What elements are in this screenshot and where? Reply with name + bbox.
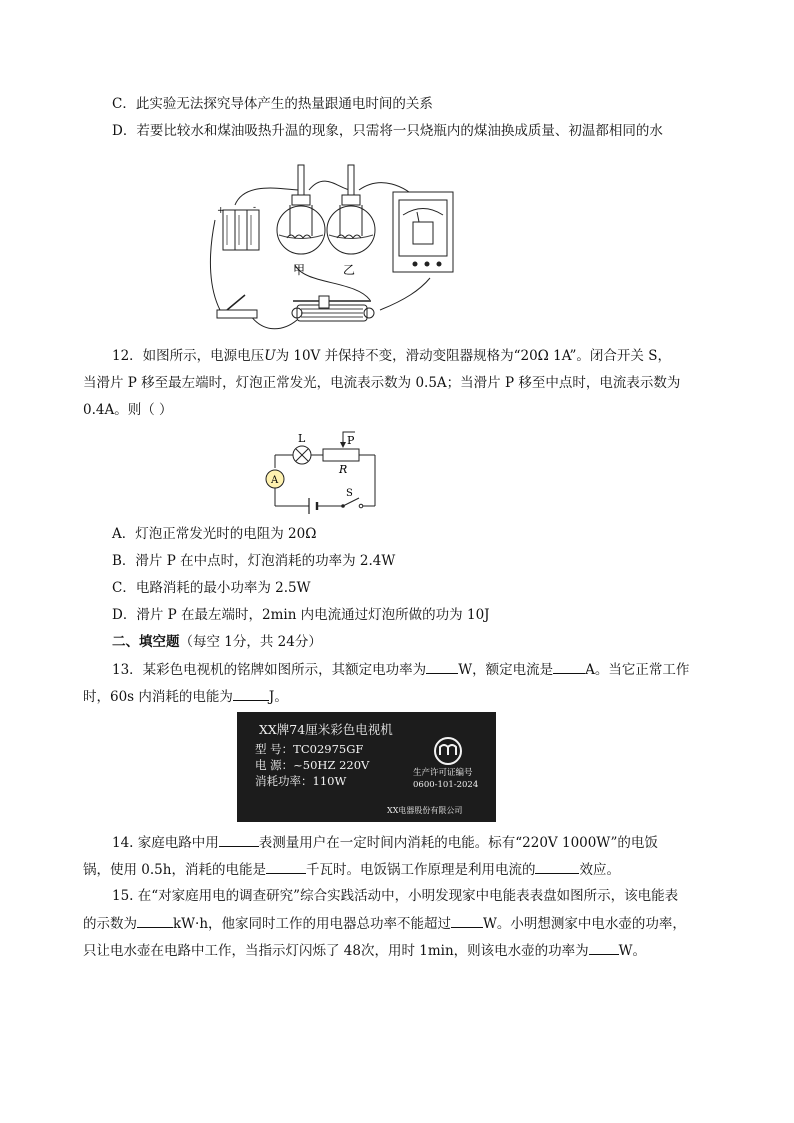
nameplate-consumption-value: 110W — [312, 774, 347, 788]
q13-stem-2b: J。 — [268, 689, 288, 705]
q15-stem-line-1: 15. 在“对家庭用电的调查研究”综合实践活动中，小明发现家中电能表表盘如图所示，该电能表 — [112, 888, 679, 904]
label-yi: 乙 — [343, 263, 356, 277]
q14-stem-line-2 — [83, 859, 620, 880]
ammeter-label: A — [271, 475, 279, 486]
meter-icon — [393, 192, 453, 272]
nameplate-power-source-label: 电 源： — [255, 758, 294, 772]
nameplate-license-label: 生产许可证编号 — [413, 768, 473, 778]
resistor-label: R — [339, 463, 348, 476]
q15-blank-kettle-power[interactable] — [589, 940, 619, 955]
q11-apparatus-figure — [205, 160, 475, 340]
lamp-label: L — [298, 432, 306, 445]
q15-blank-max-power[interactable] — [451, 913, 483, 928]
flask-jia-icon — [277, 165, 325, 254]
q12-stem-line-3: 0.4A。则（ ） — [83, 402, 173, 418]
section-2-note: （每空 1分，共 24分） — [179, 634, 322, 650]
q13-blank-power[interactable] — [426, 659, 458, 674]
slider-label: P — [347, 434, 355, 447]
cell-icon — [309, 498, 317, 514]
section-2-title: 二、填空题 — [112, 634, 180, 650]
nameplate-consumption-row — [255, 774, 346, 788]
q13-stem-1c: A。当它正常工作 — [585, 662, 690, 678]
nameplate-model-row — [255, 742, 363, 756]
flask-yi-icon — [327, 165, 375, 254]
q14-blank-energy[interactable] — [266, 859, 306, 874]
nameplate-license-value: 0600-101-2024 — [413, 780, 479, 790]
q12-stem-line-1 — [112, 346, 671, 366]
lamp-icon — [293, 446, 311, 464]
switch-icon — [217, 295, 257, 318]
battery-plus-label: + — [217, 206, 225, 216]
q14-stem-1b: 表测量用户在一定时间内消耗的电能。标有“220V 1000W”的电饭 — [258, 835, 658, 851]
q13-stem-1a: 13．某彩色电视机的铭牌如图所示，其额定电功率为 — [112, 662, 427, 678]
tv-nameplate — [237, 712, 496, 822]
label-jia: 甲 — [293, 263, 306, 277]
battery-minus-label: - — [253, 203, 257, 213]
q13-blank-energy[interactable] — [233, 686, 269, 701]
rheostat-icon — [292, 296, 374, 321]
q15-stem-2c: W。小明想测家中电水壶的功率， — [483, 916, 686, 932]
brand-logo-icon — [433, 736, 463, 766]
nameplate-title: XX牌74厘米彩色电视机 — [259, 722, 393, 737]
q15-stem-2a: 的示数为 — [83, 916, 137, 932]
q13-stem-1b: W，额定电流是 — [458, 662, 554, 678]
q12-stem-1b: 为 10V 并保持不变，滑动变阻器规格为“20Ω 1A”。闭合开关 S， — [275, 348, 671, 364]
q14-stem-2c: 效应。 — [579, 862, 620, 878]
q15-stem-3a: 只让电水壶在电路中工作，当指示灯闪烁了 48次，用时 1min，则该电水壶的功率为 — [83, 943, 589, 959]
q14-stem-1a: 14. 家庭电路中用 — [112, 835, 219, 851]
q13-stem-line-1 — [112, 659, 689, 680]
q11-option-d: D．若要比较水和煤油吸热升温的现象，只需将一只烧瓶内的煤油换成质量、初温都相同的水 — [112, 123, 663, 139]
switch-label: S — [346, 488, 353, 499]
battery-icon — [217, 203, 259, 250]
nameplate-company: XX电器股份有限公司 — [387, 806, 463, 815]
q12-option-c: C．电路消耗的最小功率为 2.5W — [112, 580, 311, 596]
q14-stem-2b: 千瓦时。电饭锅工作原理是利用电流的 — [305, 862, 536, 878]
nameplate-consumption-label: 消耗功率： — [255, 774, 313, 788]
q15-stem-line-2 — [83, 913, 686, 934]
q12-option-b: B．滑片 P 在中点时，灯泡消耗的功率为 2.4W — [112, 553, 396, 569]
q15-stem-line-3 — [83, 940, 646, 961]
section-2-heading — [112, 632, 322, 652]
q12-circuit-diagram — [255, 428, 385, 514]
q14-blank-effect[interactable] — [535, 859, 579, 874]
nameplate-power-source-value: ~50HZ 220V — [293, 758, 370, 772]
q12-stem-1a: 12．如图所示，电源电压 — [112, 348, 265, 364]
q15-stem-2b: kW·h，他家同时工作的用电器总功率不能超过 — [173, 916, 452, 932]
nameplate-model-label: 型 号： — [255, 742, 294, 756]
q14-stem-line-1 — [112, 832, 658, 853]
q12-option-d: D．滑片 P 在最左端时，2min 内电流通过灯泡所做的功为 10J — [112, 607, 490, 623]
circuit-switch-icon — [341, 498, 363, 508]
q12-option-a: A．灯泡正常发光时的电阻为 20Ω — [112, 526, 317, 542]
q13-stem-line-2 — [83, 686, 288, 707]
q15-stem-3b: W。 — [618, 943, 647, 959]
nameplate-power-source-row — [255, 758, 369, 772]
q11-option-c: C．此实验无法探究导体产生的热量跟通电时间的关系 — [112, 96, 433, 112]
q14-stem-2a: 锅，使用 0.5h，消耗的电能是 — [83, 862, 266, 878]
q13-stem-2a: 时，60s 内消耗的电能为 — [83, 689, 233, 705]
voltage-variable: U — [264, 348, 276, 364]
resistor-icon — [323, 449, 359, 461]
q14-blank-meter[interactable] — [219, 832, 259, 847]
q15-blank-reading[interactable] — [137, 913, 173, 928]
q13-blank-current[interactable] — [553, 659, 585, 674]
q12-stem-line-2: 当滑片 P 移至最左端时，灯泡正常发光，电流表示数为 0.5A；当滑片 P 移至中点时，电流表示数为 — [83, 375, 681, 391]
nameplate-model-value: TC02975GF — [293, 742, 364, 756]
